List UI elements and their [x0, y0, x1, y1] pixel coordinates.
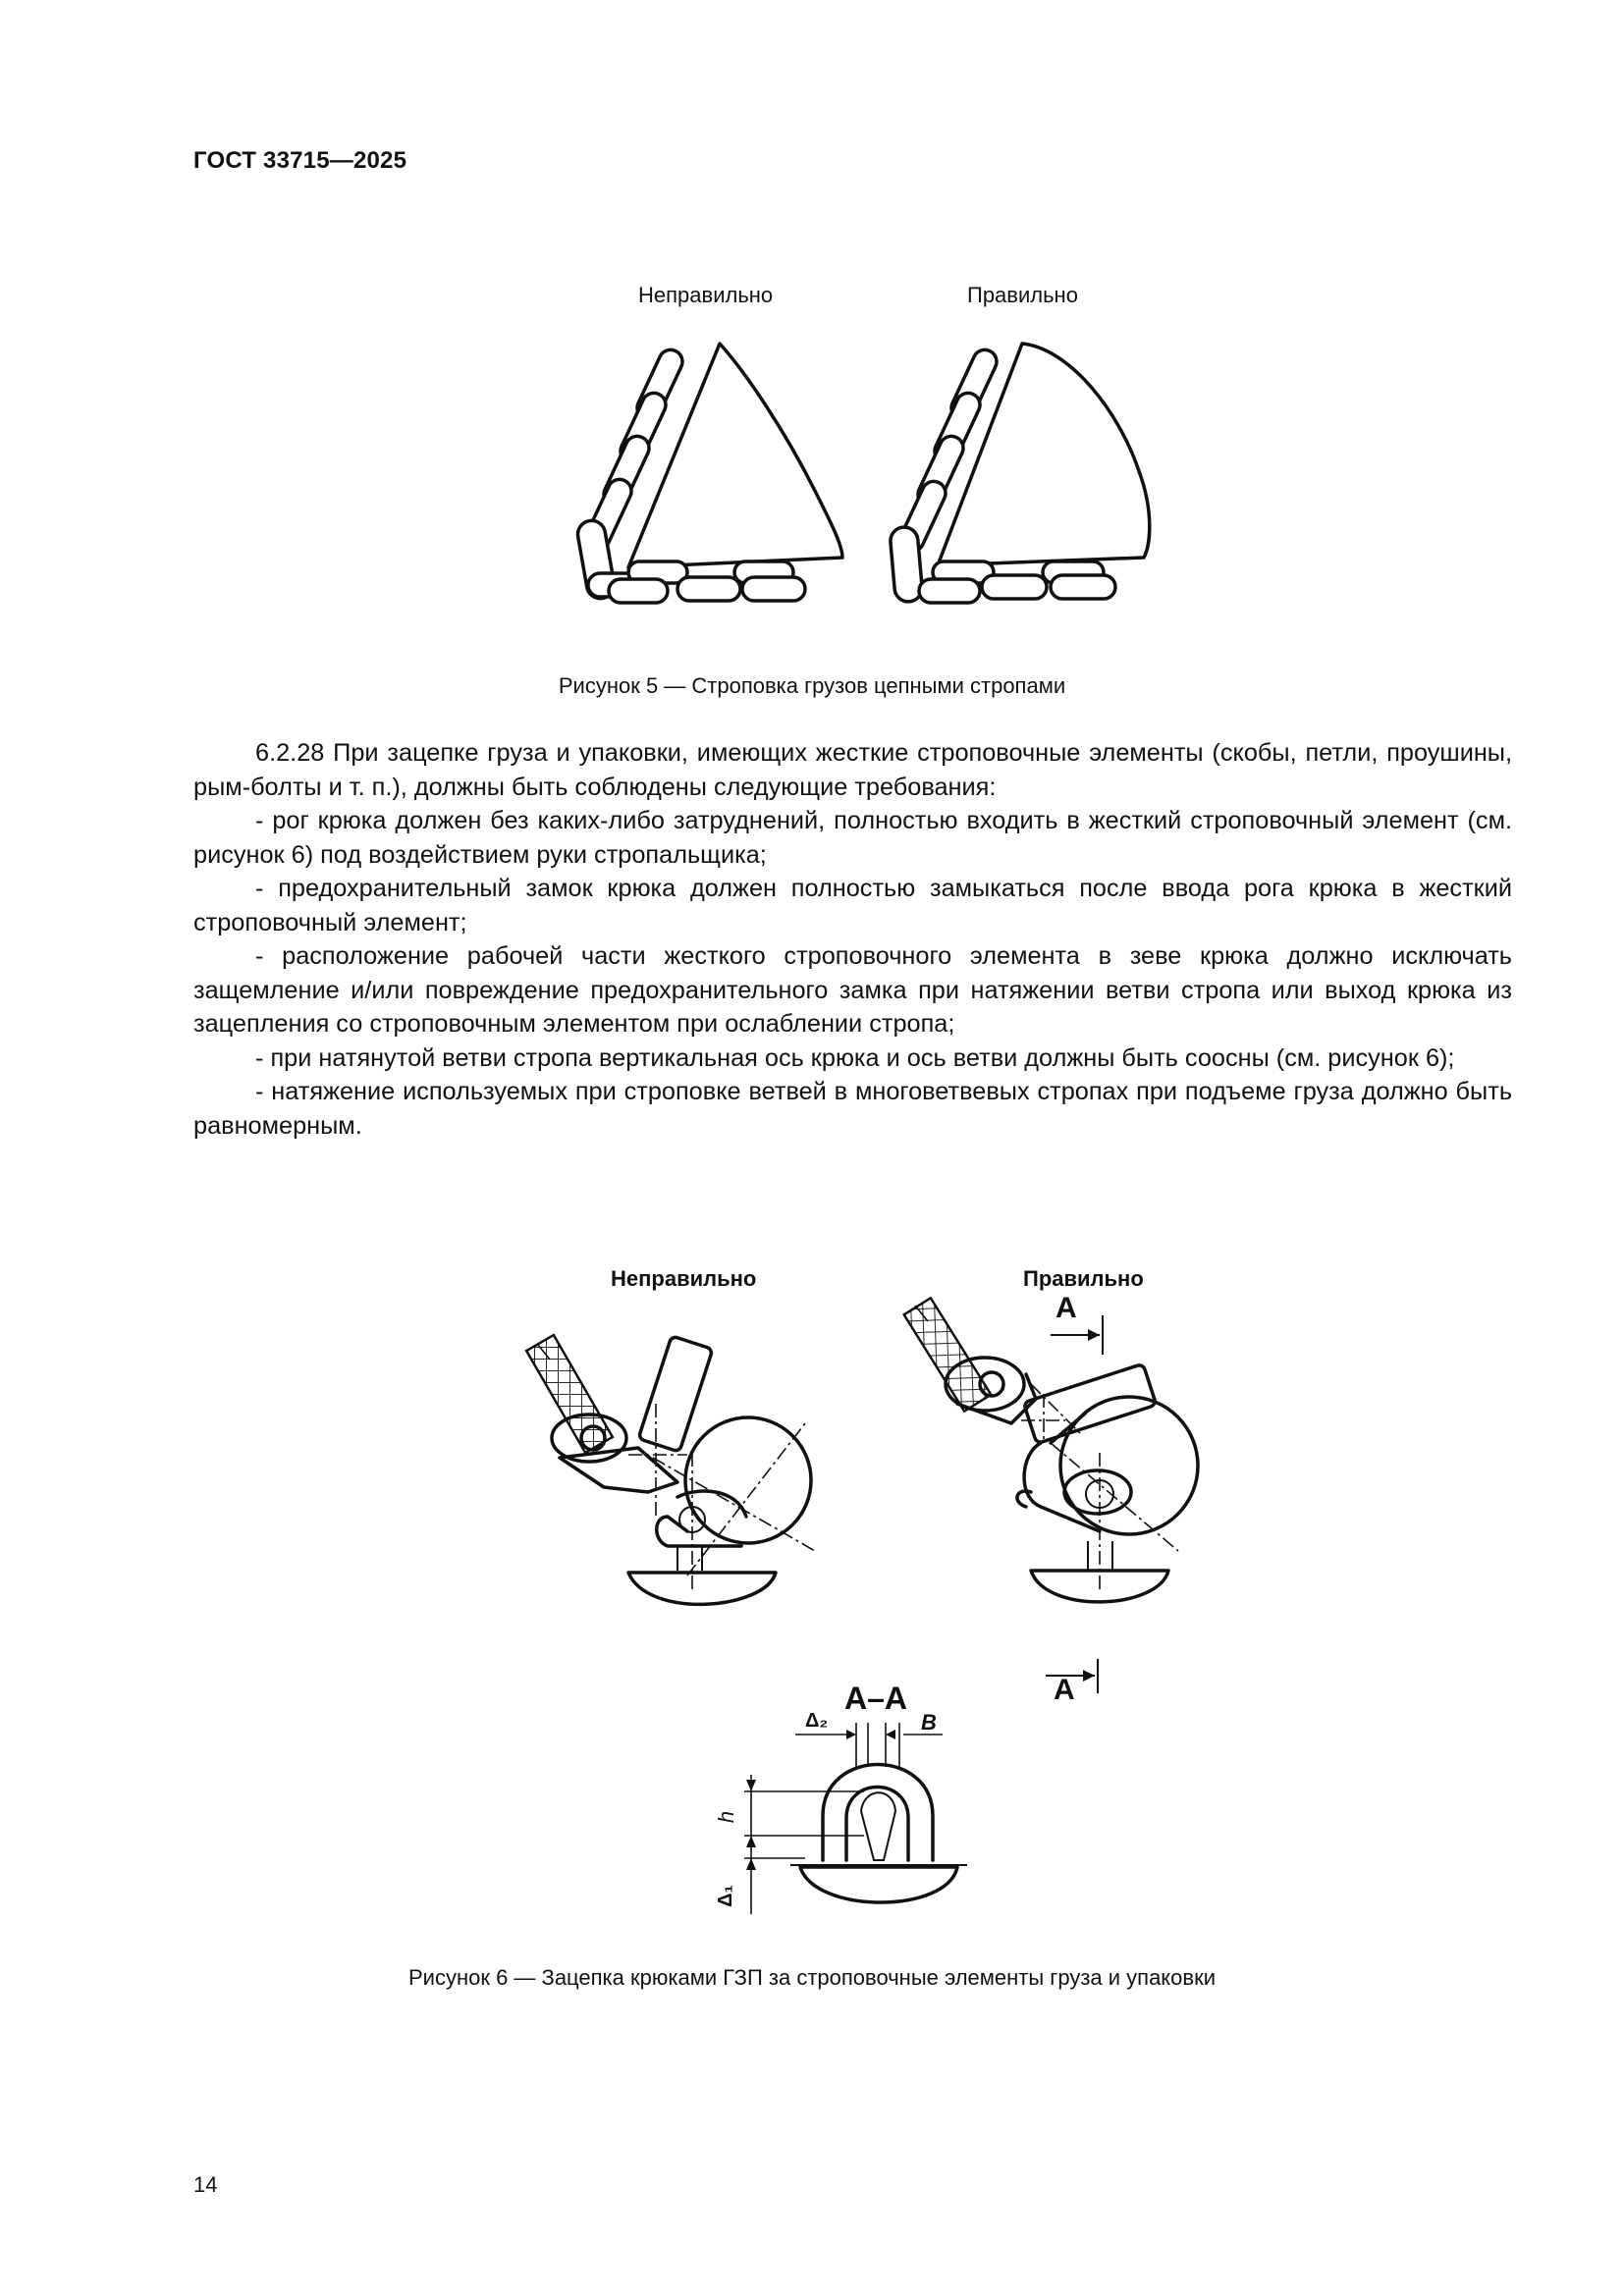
section-mark-a-top: А: [1056, 1292, 1077, 1324]
requirement-item: - при натянутой ветви стропа вертикальная ось крюка и ось ветви должны быть соосны (см. рисунок 6);: [255, 1043, 1455, 1072]
figure6-caption: Рисунок 6 — Зацепка крюками ГЗП за строповочные элементы груза и упаковки: [407, 1965, 1217, 1990]
figure5-wrong-illustration: [575, 344, 842, 603]
page-number: 14: [193, 2172, 218, 2197]
figure6-label-right: Правильно: [1023, 1266, 1144, 1291]
figure6-right-illustration: [904, 1298, 1198, 1693]
figure5-caption: Рисунок 5 — Строповка грузов цепными стропами: [558, 673, 1066, 698]
dim-h-label: h: [714, 1810, 739, 1824]
figure5-right-illustration: [890, 344, 1150, 603]
section-title-aa: А–А: [844, 1681, 908, 1716]
figure6-label-wrong: Неправильно: [611, 1266, 757, 1291]
requirement-item: - предохранительный замок крюка должен полностью замыкаться после ввода рога крюка в жесткий строповочный элемент;: [193, 875, 1512, 936]
requirement-item: - натяжение используемых при строповке ветвей в многоветвевых стропах при подъеме груза должно быть равномерным.: [193, 1078, 1512, 1140]
section-mark-a-bottom: А: [1054, 1674, 1075, 1706]
document-standard-header: ГОСТ 33715—2025: [193, 147, 407, 174]
section-6-2-28: [193, 736, 1512, 1143]
requirement-item: - рог крюка должен без каких-либо затруднений, полностью входить в жесткий строповочный элемент (см. рисунок 6) под воздействием руки стропальщика;: [193, 807, 1512, 869]
figure6-section-aa: [744, 1723, 967, 1914]
figure5-label-wrong: Неправильно: [638, 283, 774, 307]
section-intro: 6.2.28 При зацепке груза и упаковки, имеющих жесткие строповочные элементы (скобы, петли, проушины, рым-болты и т. п.), должны быть соблюдены следующие требования:: [193, 739, 1512, 801]
dim-delta1-label: Δ₁: [714, 1885, 736, 1907]
figure5-label-right: Правильно: [967, 283, 1078, 307]
dim-b-label: В: [921, 1710, 937, 1735]
requirement-item: - расположение рабочей части жесткого строповочного элемента в зеве крюка должно исключать защемление и/или повреждение предохранительного замка при натяжении ветви стропа или выход крюка из зацепления со строповочным элементом при ослаблении стропа;: [193, 942, 1512, 1038]
figure6-wrong-illustration: [526, 1335, 815, 1604]
dim-delta2-label: Δ₂: [805, 1710, 829, 1732]
